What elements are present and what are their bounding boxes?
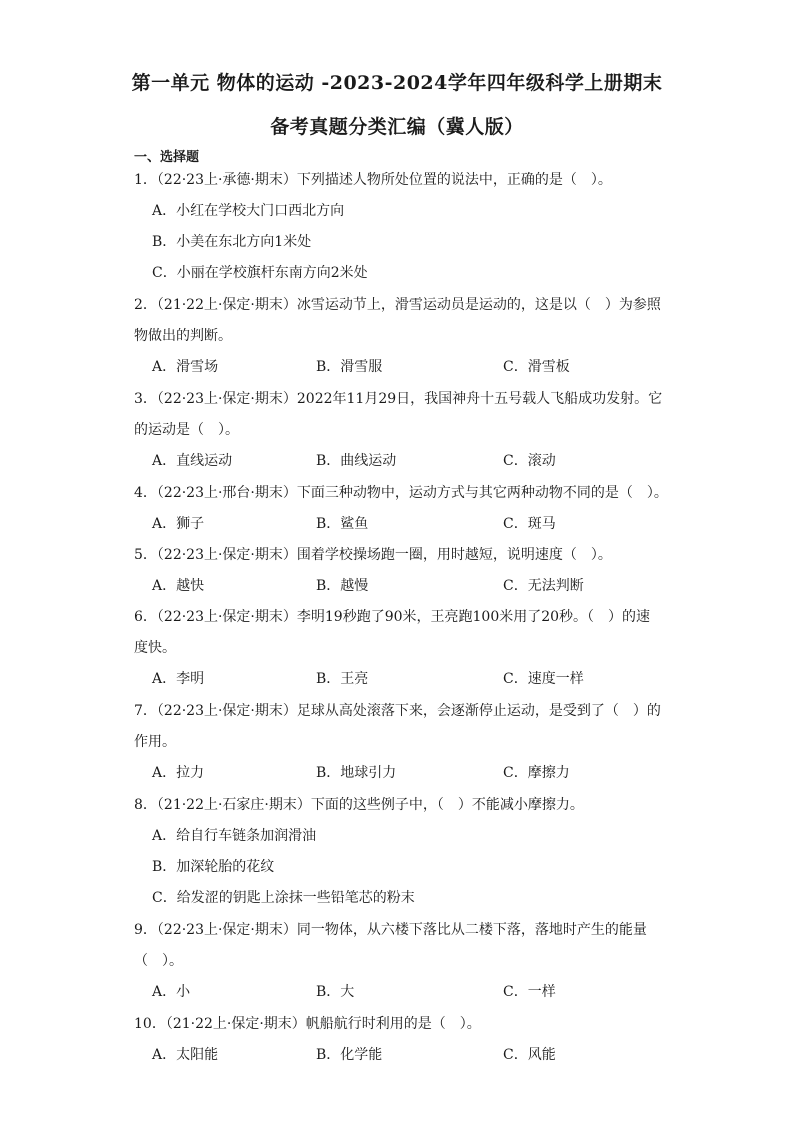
answer-option-c: C．斑马 <box>503 516 556 532</box>
answer-option-b: B．化学能 <box>316 1047 383 1063</box>
question-5 <box>134 540 674 602</box>
question-6 <box>134 602 674 695</box>
answer-option-a: A．直线运动 <box>152 453 233 469</box>
answer-option-a: A．滑雪场 <box>152 359 219 375</box>
question-8 <box>134 790 674 914</box>
answer-option-c: C．滑雪板 <box>503 359 570 375</box>
question-text-line: 7．（22·23上·保定·期末）足球从高处滚落下来，会逐渐停止运动，是受到了（ ）的 <box>134 703 661 719</box>
question-10 <box>134 1009 674 1071</box>
question-text-line: 度快。 <box>134 640 176 656</box>
question-text-line: 作用。 <box>134 734 176 750</box>
question-text-line: 的运动是（ ）。 <box>134 422 239 438</box>
answer-option-b: B．鲨鱼 <box>316 516 369 532</box>
question-text-line: 2．（21·22上·保定·期末）冰雪运动节上，滑雪运动员是运动的，这是以（ ）为参照 <box>134 297 661 313</box>
question-text-line: 8．（21·22上·石家庄·期末）下面的这些例子中，（ ）不能减小摩擦力。 <box>134 797 584 813</box>
question-text-line: 3．（22·23上·保定·期末）2022年11月29日，我国神舟十五号载人飞船成功发射。它 <box>134 391 663 407</box>
answer-options <box>134 977 674 1008</box>
answer-option-c: C．小丽在学校旗杆东南方向2米处 <box>152 265 368 281</box>
answer-options <box>134 821 674 914</box>
answer-options <box>134 352 674 383</box>
section-heading: 一、选择题 <box>134 150 200 165</box>
answer-option-b: B．曲线运动 <box>316 453 397 469</box>
answer-options <box>134 1040 674 1071</box>
question-7 <box>134 696 674 789</box>
question-text-line: 5．（22·23上·保定·期末）围着学校操场跑一圈，用时越短，说明速度（ ）。 <box>134 547 612 563</box>
answer-option-a: A．拉力 <box>152 765 205 781</box>
question-text-line: 1．（22·23上·承德·期末）下列描述人物所处位置的说法中，正确的是（ ）。 <box>134 172 612 188</box>
question-1 <box>134 165 674 289</box>
answer-option-b: B．王亮 <box>316 671 369 687</box>
answer-option-a: A．李明 <box>152 671 205 687</box>
answer-option-c: C．滚动 <box>503 453 556 469</box>
answer-option-c: C．给发涩的钥匙上涂抹一些铅笔芯的粉末 <box>152 890 415 906</box>
question-4 <box>134 478 674 540</box>
answer-options <box>134 664 674 695</box>
answer-options <box>134 758 674 789</box>
question-3 <box>134 384 674 477</box>
answer-option-a: A．小红在学校大门口西北方向 <box>152 203 345 219</box>
answer-option-a: A．太阳能 <box>152 1047 219 1063</box>
answer-options <box>134 571 674 602</box>
answer-option-c: C．一样 <box>503 984 556 1000</box>
answer-option-a: A．小 <box>152 984 191 1000</box>
answer-option-c: C．无法判断 <box>503 578 584 594</box>
answer-option-c: C．摩擦力 <box>503 765 570 781</box>
answer-options <box>134 446 674 477</box>
answer-option-b: B．小美在东北方向1米处 <box>152 234 312 250</box>
question-2 <box>134 290 674 383</box>
question-text-line: 6．（22·23上·保定·期末）李明19秒跑了90米，王亮跑100米用了20秒。（ ）的速 <box>134 609 651 625</box>
answer-option-b: B．越慢 <box>316 578 369 594</box>
question-text-line: 9．（22·23上·保定·期末）同一物体，从六楼下落比从二楼下落，落地时产生的能量 <box>134 922 647 938</box>
answer-option-c: C．风能 <box>503 1047 556 1063</box>
answer-option-c: C．速度一样 <box>503 671 584 687</box>
question-text-line: 10．（21·22上·保定·期末）帆船航行时利用的是（ ）。 <box>134 1016 481 1032</box>
answer-option-a: A．狮子 <box>152 516 205 532</box>
question-text-line: 4．（22·23上·邢台·期末）下面三种动物中，运动方式与其它两种动物不同的是（ ）。 <box>134 485 668 501</box>
answer-option-b: B．滑雪服 <box>316 359 383 375</box>
answer-option-a: A．越快 <box>152 578 205 594</box>
question-text-line: 物做出的判断。 <box>134 328 232 344</box>
answer-option-b: B．加深轮胎的花纹 <box>152 859 275 875</box>
answer-option-b: B．地球引力 <box>316 765 397 781</box>
question-text-line: （ ）。 <box>134 953 183 969</box>
answer-option-a: A．给自行车链条加润滑油 <box>152 828 317 844</box>
answer-options <box>134 509 674 540</box>
question-9 <box>134 915 674 1008</box>
document-title-line-2: 备考真题分类汇编（冀人版） <box>270 116 524 138</box>
document-title-line-1: 第一单元 物体的运动 -2023-2024学年四年级科学上册期末 <box>131 72 663 94</box>
answer-options <box>134 196 674 289</box>
answer-option-b: B．大 <box>316 984 355 1000</box>
